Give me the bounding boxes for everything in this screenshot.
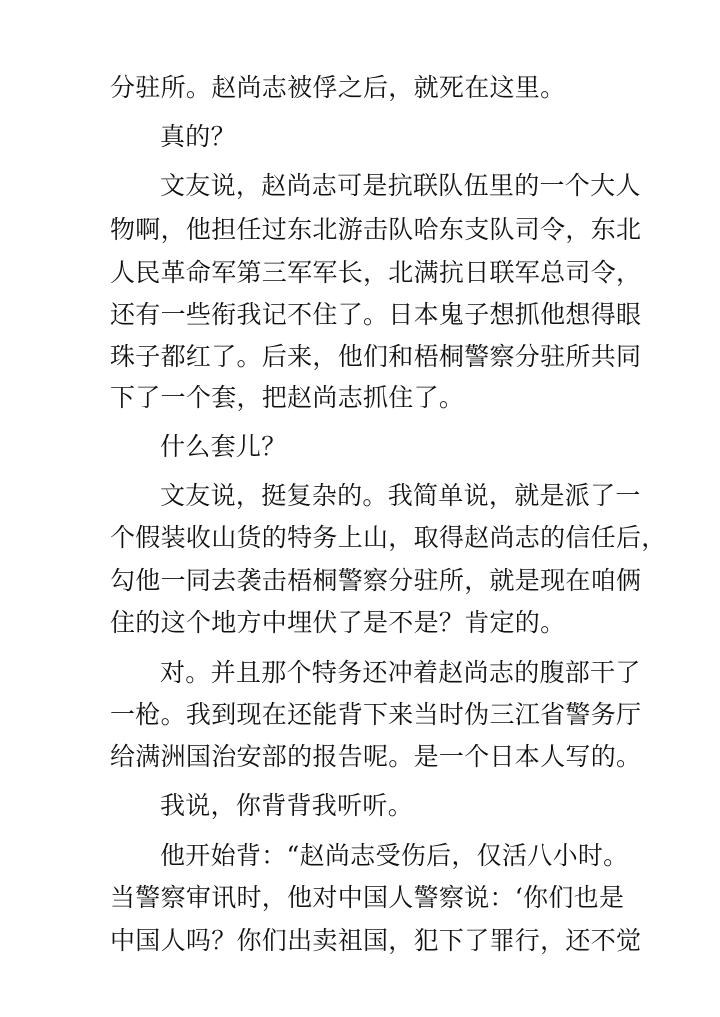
text-line: 物啊，他担任过东北游击队哈东支队司令，东北 (110, 215, 642, 244)
text-line: 真的？ (160, 122, 236, 151)
text-line: 当警察审讯时，他对中国人警察说：‘你们也是 (110, 883, 625, 912)
text-line: 珠子都红了。后来，他们和梧桐警察分驻所共同 (110, 342, 642, 371)
text-line: 分驻所。赵尚志被俘之后，就死在这里。 (110, 73, 566, 102)
text-line: 文友说，挺复杂的。我简单说，就是派了一 (160, 481, 641, 510)
text-line: 下了一个套，把赵尚志抓住了。 (110, 383, 465, 412)
text-line: 勾他一同去袭击梧桐警察分驻所，就是现在咱俩 (110, 566, 642, 595)
text-line: 一枪。我到现在还能背下来当时伪三江省警务厅 (110, 700, 642, 729)
text-line: 住的这个地方中埋伏了是不是？肯定的。 (110, 608, 566, 637)
text-line: 对。并且那个特务还冲着赵尚志的腹部干了 (160, 658, 641, 687)
text-line: 个假装收山货的特务上山，取得赵尚志的信任后， (110, 523, 667, 552)
text-line: 还有一些衔我记不住了。日本鬼子想抓他想得眼 (110, 300, 642, 329)
text-line: 他开始背：“赵尚志受伤后，仅活八小时。 (160, 841, 629, 870)
text-line: 文友说，赵尚志可是抗联队伍里的一个大人 (160, 171, 641, 200)
text-line: 人民革命军第三军军长，北满抗日联军总司令， (110, 258, 642, 287)
text-line: 我说，你背背我听听。 (160, 791, 414, 820)
text-line: 中国人吗？你们出卖祖国，犯下了罪行，还不觉 (110, 926, 642, 955)
text-line: 什么套儿？ (160, 432, 287, 461)
text-line: 给满洲国治安部的报告呢。是一个日本人写的。 (110, 742, 642, 771)
